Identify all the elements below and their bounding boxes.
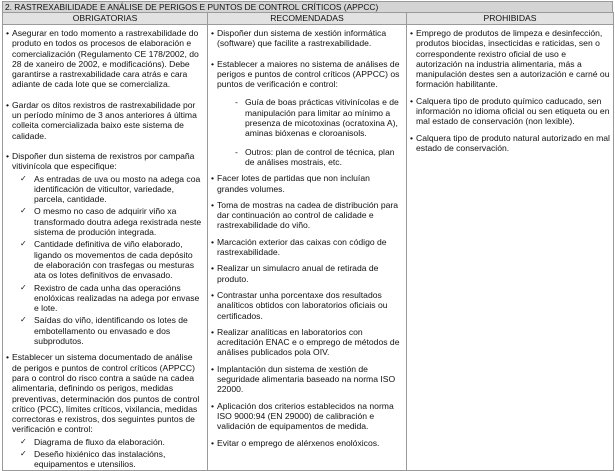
sub-item — [235, 147, 403, 168]
sub-item — [20, 239, 204, 280]
list-item — [211, 173, 403, 194]
list-item — [211, 28, 403, 49]
bullet-icon: • — [6, 99, 10, 110]
item-text: Toma de mostras na cadea de distribución para dar continuación ao control de calidade e rastrexabilidade do viño. — [217, 199, 399, 231]
cell-recomendadas — [208, 25, 407, 471]
item-text: Calquera tipo de produto natural autorizado en mal estado de conservación. — [416, 132, 610, 153]
check-icon: ✓ — [20, 436, 27, 446]
list-item — [211, 237, 403, 258]
bullet-icon: • — [211, 437, 215, 448]
sub-item-text: Outros: plan de control de técnica, plan de análises mostrais, etc. — [245, 146, 395, 167]
bullet-icon: • — [410, 132, 414, 143]
bullet-icon: • — [410, 28, 414, 38]
item-text: Calquera tipo de produto químico caducado, sen información no idioma oficial ou sen etiqueta ou en mal estado de conservación (non lexible). — [416, 95, 610, 127]
bullet-icon: • — [211, 326, 215, 337]
check-icon: ✓ — [20, 206, 27, 216]
cell-prohibidas — [407, 25, 614, 471]
sub-item-text: Rexistro de cada unha das operacións enolóxicas realizadas na adega por envase e lote. — [34, 282, 200, 314]
bullet-icon: • — [6, 352, 10, 363]
sub-item — [20, 283, 204, 314]
list-item — [6, 151, 204, 172]
bullet-icon: • — [211, 289, 215, 300]
sub-item-text: Saídas do viño, identificando os lotes de embotellamento ou envasado e dos subprodutos. — [34, 315, 188, 347]
sub-item-text: Deseño hixiénico das instalacións, equipamentos e utensilios. — [34, 448, 166, 470]
list-item — [211, 364, 403, 395]
bullet-icon: • — [211, 263, 215, 274]
sub-item-text: Cantidade definitiva de viño elaborado, ligando os movementos de cada depósito de elaboración con trasfegas ou mesturas ata os lotes definitivos de envasado. — [34, 239, 195, 281]
dash-icon: - — [235, 146, 238, 157]
item-text: Marcación exterior das caixas con código de rastrexabilidade. — [217, 236, 387, 258]
sub-item — [20, 206, 204, 237]
bullet-icon: • — [410, 95, 414, 106]
list-item — [410, 133, 610, 154]
list-item — [6, 352, 204, 434]
list-item — [211, 401, 403, 432]
bullet-icon: • — [211, 363, 215, 374]
sub-item — [20, 174, 204, 205]
column-header-prohibidas: PROHIBIDAS — [407, 13, 614, 25]
sub-item — [20, 449, 204, 470]
item-text: Realizar analíticas en laboratorios con acreditación ENAC e o emprego de métodos de análises publicados pola OIV. — [217, 326, 400, 358]
item-text: Evitar o emprego de alérxenos enolóxicos. — [217, 437, 380, 448]
check-icon: ✓ — [20, 282, 27, 292]
list-item — [211, 327, 403, 358]
bullet-icon: • — [211, 58, 215, 69]
bullet-icon: • — [211, 28, 215, 38]
item-text: Establecer un sistema documentado de análise de perigos e puntos de control críticos (APPCC) para o control do risco contra a saúde na cadea alimentaria, definindo os perigos, medidas preventivas, determinación dos puntos de control crítico (PCC), límites críticos, vixilancia, medidas correctoras e rexistros, dos seguintes puntos de verificación e control: — [12, 352, 200, 435]
list-item — [211, 263, 403, 284]
item-text: Aplicación dos criterios establecidos na norma ISO 9000:94 (EN 29000) de calibración e validación de equipamentos de medida. — [217, 400, 394, 432]
requirements-table — [2, 12, 614, 471]
check-icon: ✓ — [20, 448, 27, 458]
item-text: Dispoñer dun sistema de rexistros por campaña vitivinícola que especifique: — [12, 150, 195, 172]
check-icon: ✓ — [20, 315, 27, 325]
dash-icon: - — [235, 97, 238, 108]
bullet-icon: • — [211, 199, 215, 210]
list-item — [211, 290, 403, 321]
sub-item-text: As entradas de uva ou mosto na adega coa identificación de viticultor, variedade, parcela, cantidade. — [34, 173, 201, 205]
content-row — [3, 25, 614, 471]
sub-item-text: Guía de boas prácticas vitivinícolas e de manipulación para limitar ao mínimo a presenza de micotoxinas (ocratoxina A), aminas bióxenas e cloroanisols. — [245, 97, 399, 139]
check-icon: ✓ — [20, 239, 27, 249]
item-text: Realizar un simulacro anual de retirada de produto. — [217, 263, 379, 284]
check-icon: ✓ — [20, 173, 27, 183]
header-row — [3, 13, 614, 25]
item-text: Establecer a maiores no sistema de análises de perigos e puntos de control críticos (APPCC) os puntos de verificación e control: — [217, 58, 400, 90]
item-text: Emprego de produtos de limpeza e desinfección, produtos biocidas, insecticidas e raticidas, sen o correspondente rexistro oficial de uso e autorización na industria alimentaria, más a manipulación destes sen a autorización e carné ou formación habilitante. — [416, 28, 610, 90]
sub-item — [20, 315, 204, 346]
cell-obrigatorias — [3, 25, 208, 471]
item-text: Dispoñer dun sistema de xestión informática (software) que facilite a rastrexabilidade. — [217, 28, 387, 49]
column-header-recomendadas: RECOMENDADAS — [208, 13, 407, 25]
list-item — [6, 28, 204, 90]
list-item — [410, 96, 610, 127]
list-item — [211, 200, 403, 231]
item-text: Implantación dun sistema de xestión de seguridade alimentaria baseado na norma ISO 22000. — [217, 363, 396, 395]
item-text: Gardar os ditos rexistros de rastrexabilidade por un período mínimo de 3 anos anteriores á última colleita comercializada baixo este sistema de calidade. — [12, 99, 197, 141]
list-item — [410, 28, 610, 90]
sub-item-text: O mesmo no caso de adquirir viño xa transformado doutra adega rexistrada neste sistema de produción integrada. — [34, 206, 202, 238]
item-text: Facer lotes de partidas que non incluían grandes volumes. — [217, 173, 370, 194]
bullet-icon: • — [211, 400, 215, 411]
list-item — [211, 59, 403, 90]
section-title: 2. RASTREXABILIDADE E ANÁLISE DE PERIGOS E PUNTOS DE CONTROL CRÍTICOS (APPCC) — [2, 1, 613, 12]
item-text: Asegurar en todo momento a rastrexabilidade do produto en todos os procesos de elaboración e comercialización (Regulamento CE 178/2002, do 28 de xaneiro de 2002, e modificacións). Debe garantirse a rastrexabilidade cara atrás e cara adiante de cada lote que se comercializa. — [12, 28, 199, 90]
column-header-obrigatorias: OBRIGATORIAS — [3, 13, 208, 25]
list-item — [211, 438, 403, 448]
bullet-icon: • — [6, 28, 10, 38]
sub-item-text: Diagrama de fluxo da elaboración. — [34, 436, 165, 447]
bullet-icon: • — [211, 236, 215, 247]
bullet-icon: • — [6, 150, 10, 161]
bullet-icon: • — [211, 173, 215, 184]
list-item — [6, 100, 204, 141]
sub-item — [20, 437, 204, 447]
item-text: Contrastar unha porcentaxe dos resultados analíticos obtidos con laboratorios oficiais ou certificados. — [217, 289, 388, 321]
sub-item — [235, 97, 403, 138]
